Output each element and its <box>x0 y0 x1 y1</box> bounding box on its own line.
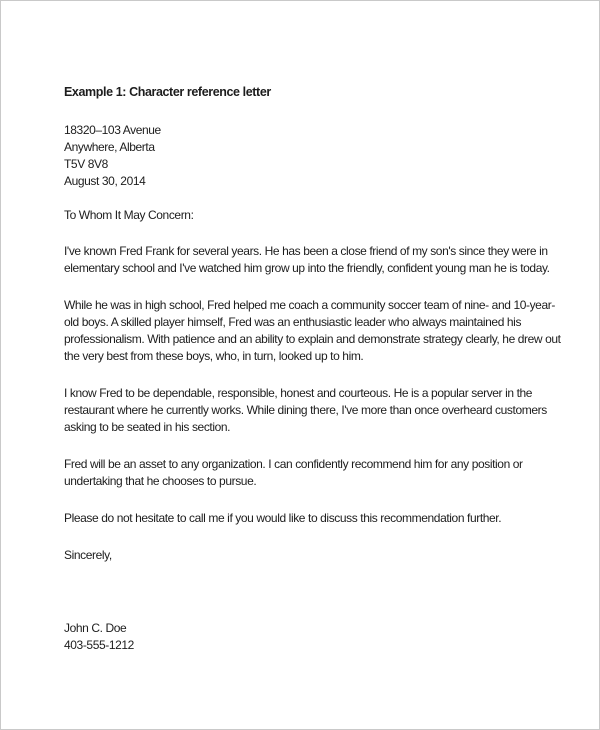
sender-block <box>64 122 564 190</box>
sender-address-line-1: 18320–103 Avenue <box>64 123 161 137</box>
signature-phone: 403-555-1212 <box>64 638 134 652</box>
body-paragraph-1: I've known Fred Frank for several years. He has been a close friend of my son's since they were in elementary school and I've watched him grow up into the friendly, confident young man he is today. <box>64 244 550 275</box>
sender-address-line-2: Anywhere, Alberta <box>64 140 155 154</box>
signature-name: John C. Doe <box>64 621 127 635</box>
body-paragraph-2: While he was in high school, Fred helped me coach a community soccer team of nine- and 10-year-old boys. A skilled player himself, Fred was an enthusiastic leader who always maintained his professionalism. With patience and an ability to explain and demonstrate strategy clearly, he drew out the very best from these boys, who, in turn, looked up to him. <box>64 298 561 363</box>
signature-block <box>64 620 564 654</box>
letter-date: August 30, 2014 <box>64 174 146 188</box>
body-paragraph-5: Please do not hesitate to call me if you would like to discuss this recommendation further. <box>64 511 502 525</box>
letter-title: Example 1: Character reference letter <box>64 85 271 99</box>
body-paragraph-4: Fred will be an asset to any organization. I can confidently recommend him for any position or undertaking that he chooses to pursue. <box>64 457 523 488</box>
body-paragraph-3: I know Fred to be dependable, responsible, honest and courteous. He is a popular server in the restaurant where he currently works. While dining there, I've more than once overheard customers asking to be seated in his section. <box>64 386 547 434</box>
sender-postal-code: T5V 8V8 <box>64 157 108 171</box>
salutation: To Whom It May Concern: <box>64 208 194 222</box>
closing: Sincerely, <box>64 548 112 562</box>
